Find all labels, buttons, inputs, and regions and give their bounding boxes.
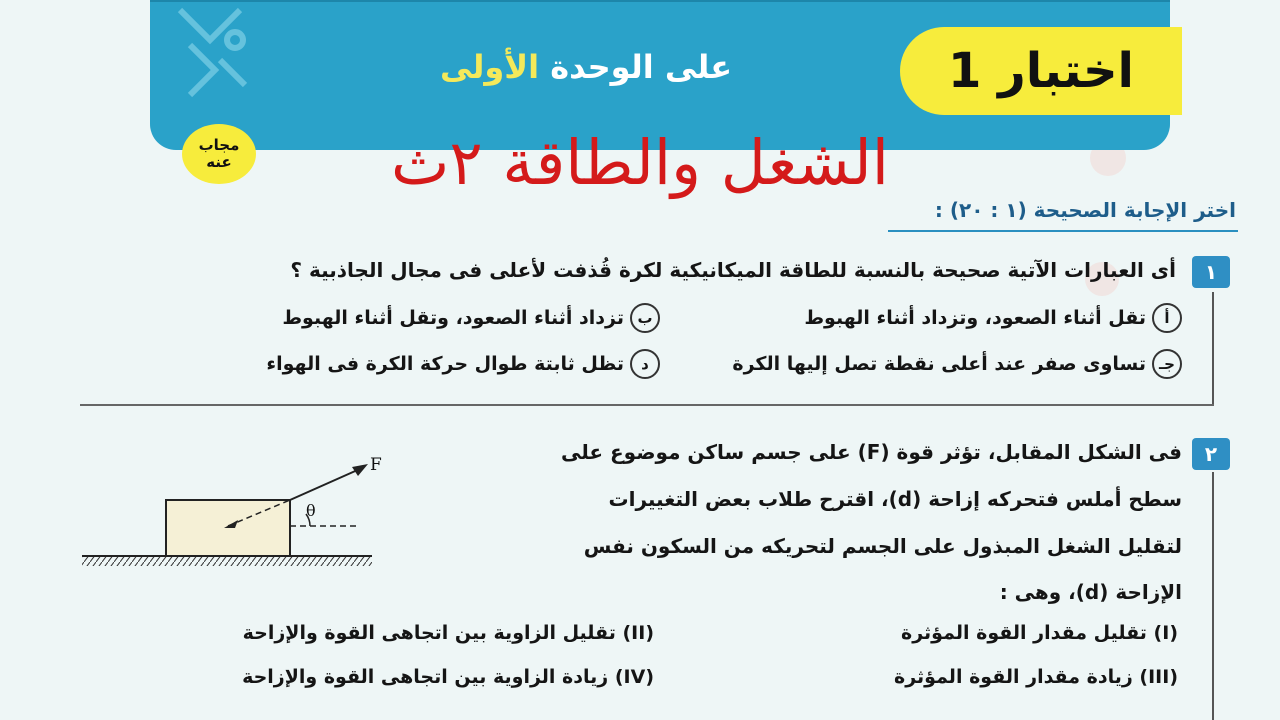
statement-iii: (III) زيادة مقدار القوة المؤثرة	[893, 666, 1178, 688]
unit-subtitle: على الوحدة الأولى	[440, 48, 733, 86]
question-divider-vertical	[1212, 292, 1214, 404]
banner-decoration-icon	[160, 0, 260, 110]
hatched-surface	[82, 556, 372, 566]
instruction-heading: اختر الإجابة الصحيحة (١ : ٢٠) :	[934, 198, 1236, 222]
instruction-underline	[888, 230, 1238, 232]
statement-ii: (II) تقليل الزاوية بين اتجاهى القوة والإزاحة	[242, 622, 654, 644]
answered-badge: مجاب عنه	[182, 124, 256, 184]
statement-i: (I) تقليل مقدار القوة المؤثرة	[901, 622, 1178, 644]
option-letter-d: د	[630, 349, 660, 379]
option-letter-b: ب	[630, 303, 660, 333]
force-diagram	[78, 450, 382, 570]
question-line: سطح أملس فتحركه إزاحة (d)، اقترح طلاب بعض التغييرات	[608, 487, 1182, 511]
question-line: لتقليل الشغل المبذول على الجسم لتحريكه من السكون نفس	[583, 534, 1182, 558]
question-divider-horizontal	[80, 404, 1214, 406]
option-text: تظل ثابتة طوال حركة الكرة فى الهواء	[266, 353, 624, 375]
answer-option-b[interactable]	[282, 303, 660, 333]
option-letter-c: جـ	[1152, 349, 1182, 379]
test-number-label: اختبار 1	[900, 27, 1182, 115]
question-line: الإزاحة (d)، وهى :	[999, 580, 1182, 604]
option-text: تقل أثناء الصعود، وتزداد أثناء الهبوط	[804, 307, 1146, 329]
force-label: F	[370, 455, 382, 475]
option-text: تزداد أثناء الصعود، وتقل أثناء الهبوط	[282, 307, 624, 329]
question-text: أى العبارات الآتية صحيحة بالنسبة للطاقة الميكانيكية لكرة قُذفت لأعلى فى مجال الجاذبية ؟	[290, 258, 1176, 282]
question-line: فى الشكل المقابل، تؤثر قوة (F) على جسم ساكن موضوع على	[560, 440, 1182, 464]
question-number-badge: ٢	[1192, 438, 1230, 470]
option-text: تساوى صفر عند أعلى نقطة تصل إليها الكرة	[732, 353, 1146, 375]
option-letter-a: أ	[1152, 303, 1182, 333]
overlay-title: الشغل والطاقة ٢ث	[390, 126, 890, 199]
angle-label: θ	[306, 501, 316, 520]
question-number-badge: ١	[1192, 256, 1230, 288]
force-vector	[290, 468, 362, 500]
question-divider-vertical	[1212, 472, 1214, 720]
force-arrowhead-icon	[352, 464, 368, 476]
answer-option-c[interactable]	[732, 349, 1182, 379]
answer-option-d[interactable]	[266, 349, 660, 379]
statement-iv: (IV) زيادة الزاوية بين اتجاهى القوة والإزاحة	[242, 666, 654, 688]
answer-option-a[interactable]	[804, 303, 1182, 333]
